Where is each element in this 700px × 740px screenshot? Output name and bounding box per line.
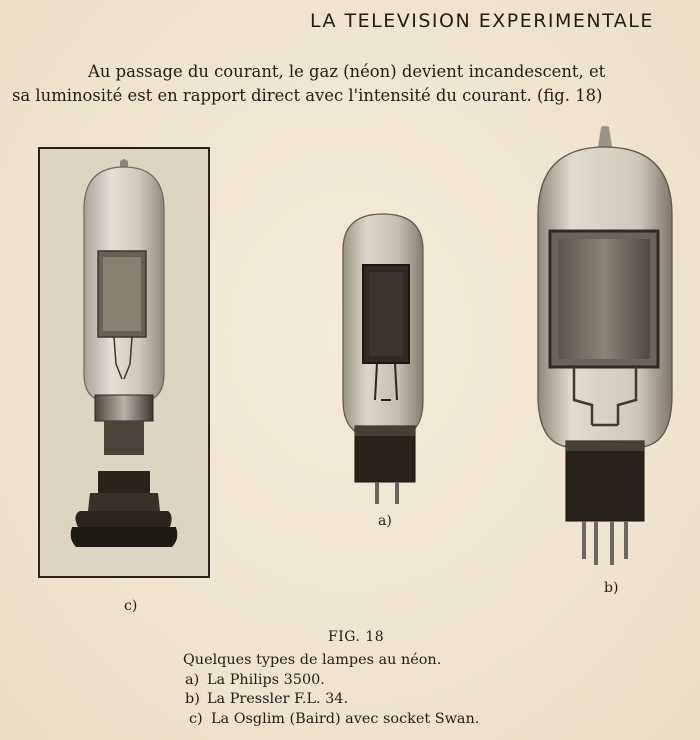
caption-item-a bbox=[183, 671, 479, 691]
label-c: c) bbox=[124, 598, 138, 614]
caption-item-text: La Pressler F.L. 34. bbox=[207, 691, 349, 707]
paragraph-line-2: sa luminosité est en rapport direct avec l'intensité du courant. (fig. 18) bbox=[12, 86, 603, 105]
caption-item-text: La Philips 3500. bbox=[207, 671, 325, 688]
paragraph-line-1: Au passage du courant, le gaz (néon) devient incandescent, et bbox=[88, 62, 606, 81]
caption-item-letter: c) bbox=[189, 710, 203, 727]
figure-caption bbox=[183, 651, 479, 729]
running-title: LA TELEVISION EXPERIMENTALE bbox=[310, 10, 654, 32]
caption-item-b bbox=[183, 690, 479, 710]
caption-intro: Quelques types de lampes au néon. bbox=[183, 652, 442, 668]
caption-item-c bbox=[183, 710, 479, 730]
body-paragraph bbox=[12, 60, 692, 108]
lamp-c-photo bbox=[38, 147, 210, 578]
figure-title: FIG. 18 bbox=[328, 629, 385, 645]
caption-item-text: La Osglim (Baird) avec socket Swan. bbox=[211, 710, 480, 727]
caption-item-letter: a) bbox=[185, 671, 200, 688]
label-b: b) bbox=[604, 580, 619, 596]
lamp-a-photo bbox=[325, 210, 435, 510]
caption-item-letter: b) bbox=[185, 691, 200, 707]
label-a: a) bbox=[378, 513, 392, 529]
lamp-b-photo bbox=[530, 125, 680, 575]
